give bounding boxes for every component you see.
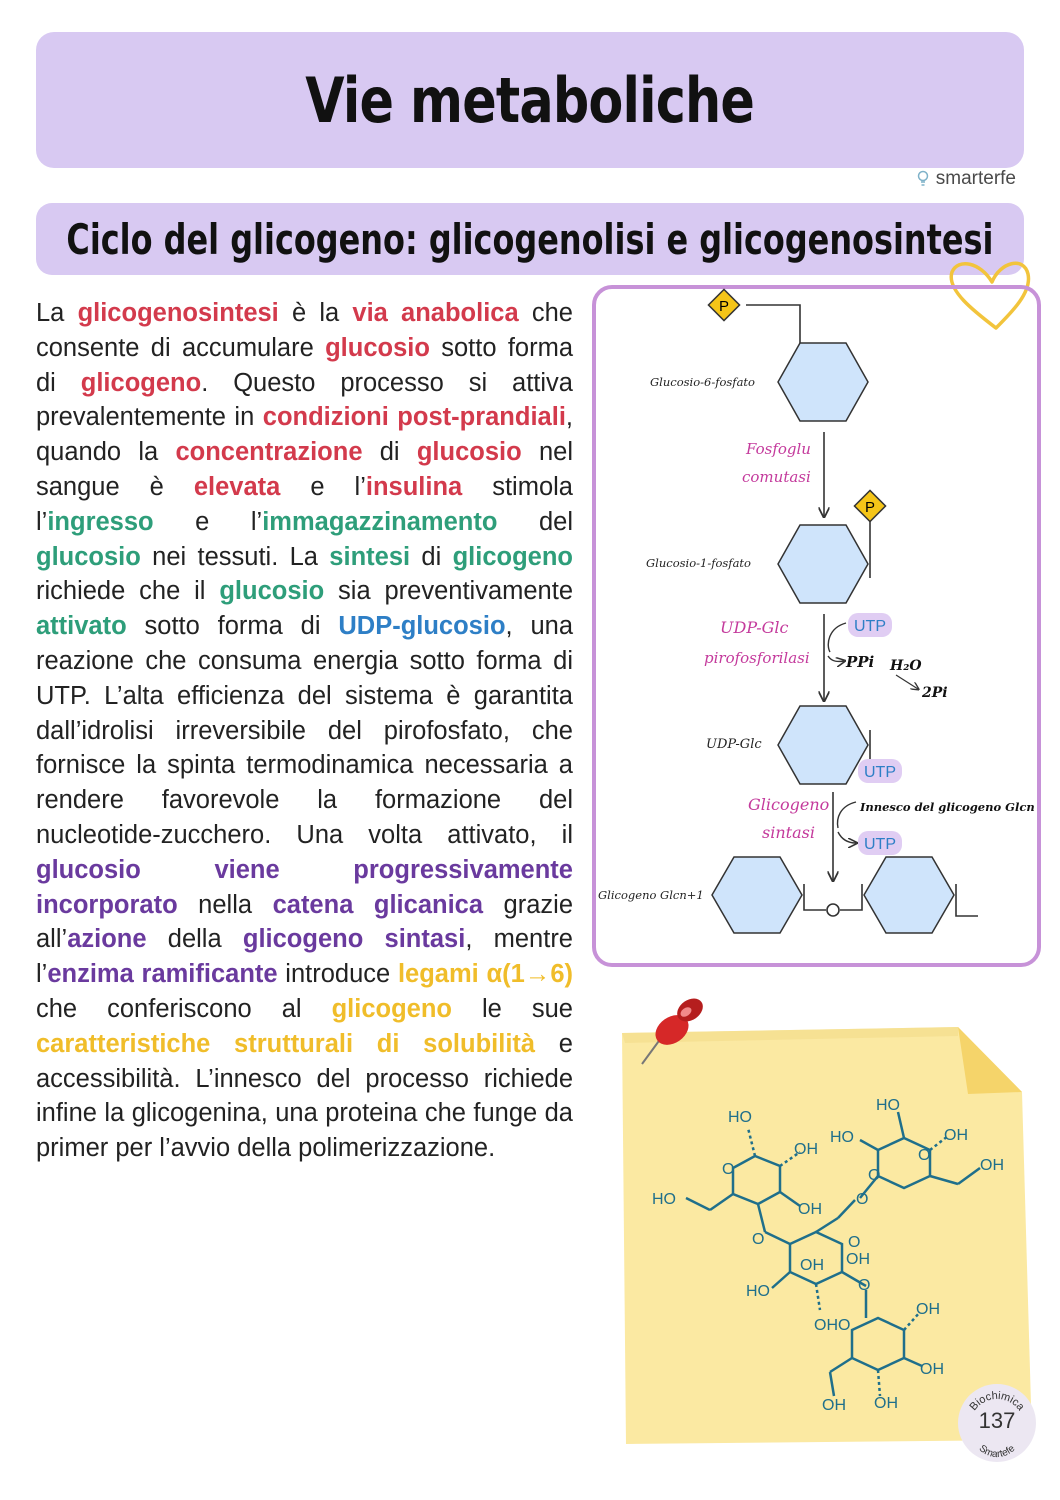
text-run: che consente di accumulare [36,299,573,362]
text-run: . Questo processo si attiva prevalentemente in [36,368,573,432]
text-run: di [362,438,417,467]
molecule-atom-label: OHO [814,1317,851,1334]
highlighted-term: glucosio [219,577,325,606]
molecule-atom-label: HO [728,1109,752,1126]
highlighted-term: condizioni post-prandiali [262,403,566,432]
label-glycogen-primer: Innesco del glicogeno Glcn [860,800,1035,814]
badge-brand: Smartefe [976,1443,1018,1461]
molecule-atom-label: O [722,1161,735,1178]
enzyme-phosphoglucomutase-line1: Fosfoglu [746,440,811,458]
text-run: , quando la [36,403,573,467]
molecule-atom-label: HO [876,1097,900,1114]
enzyme-glycogen-synthase-line2: sintasi [762,823,815,842]
text-run: e accessibilità. L’innesco del processo richiede infine la glicogenina, una proteina che funge da primer per l’avvio della polimerizzazione. [36,1029,573,1163]
badge-subject: Biochimica [967,1389,1027,1413]
text-run: e l’ [280,472,366,501]
text-run: sotto forma di [126,612,339,641]
text-run: grazie all’ [36,890,573,954]
label-udp-glc: UDP-Glc [706,737,762,752]
molecule-atom-label: OH [798,1201,822,1218]
molecule-atom-label: OH [800,1257,824,1274]
molecule-atom-label: O [858,1277,871,1294]
label-glucose-1-phosphate: Glucosio-1-fosfato [646,556,751,570]
molecule-atom-label: O [856,1191,869,1208]
molecule-atom-label: O [918,1147,931,1164]
text-run: del [497,507,573,536]
highlighted-term: UDP-glucosio [338,612,506,641]
svg-text:P: P [864,499,876,516]
molecule-atom-label: OH [794,1141,818,1158]
molecule-atom-label: OH [920,1361,944,1378]
text-run: sotto forma di [36,333,574,397]
enzyme-phosphoglucomutase-line2: comutasi [742,468,811,486]
two-pi-label: 2Pi [922,685,948,701]
highlighted-term: glucosio [325,333,430,362]
enzyme-udp-glc-pyrophosphorylase-line1: UDP-Glc [720,618,789,637]
molecule-atom-label: HO [652,1191,676,1208]
highlighted-term: glucosio [36,542,141,571]
molecule-atom-label: O [752,1231,765,1248]
text-run: e l’ [153,507,263,536]
highlighted-term: ingresso [47,507,154,536]
molecule-atom-label: OH [916,1301,940,1318]
molecule-atom-label: OH [980,1157,1004,1174]
text-run: nella [177,890,273,919]
highlighted-term: elevata [193,472,281,501]
svg-text:UTP: UTP [854,618,886,635]
brand-name: smarterfe [935,168,1016,189]
highlighted-term: via anabolica [352,299,519,327]
molecule-atom-label: OH [874,1395,898,1412]
text-run: sia preventivamente [324,577,574,606]
h2o-label: H₂O [890,658,922,674]
page-number: 137 [978,1408,1016,1433]
highlighted-term: immagazzinamento [262,507,498,536]
molecule-atom-label: O [868,1167,881,1184]
highlighted-term: glicogeno sintasi [242,925,466,954]
page-badge [958,1384,1036,1462]
enzyme-udp-glc-pyrophosphorylase-line2: pirofosforilasi [704,649,810,667]
page-title: Vie metaboliche [305,63,755,137]
text-run: , una reazione che consuma energia sotto forma di UTP. L’alta efficienza del sistema è garantita dall’idrolisi irreversibile del pirofosfato, che fornisce la spinta termodinamica necessaria a rendere favorevole la formazione del nucleotide-zucchero. Una volta attivato, il [36,612,573,849]
text-run: le sue [452,994,573,1023]
molecule-atom-label: OH [944,1127,968,1144]
highlighted-term: legami α(1→6) [397,960,573,989]
molecule-atom-label: OH [846,1251,870,1268]
highlighted-term: glicogeno [331,994,452,1023]
highlighted-term: insulina [365,472,463,501]
svg-text:UTP: UTP [864,764,896,781]
text-run: La [36,299,78,327]
highlighted-term: azione [67,925,147,954]
svg-text:UTP: UTP [864,836,896,853]
molecule-atom-label: HO [746,1283,770,1300]
text-run: di [410,542,453,571]
highlighted-term: glicogeno [452,542,573,571]
highlighted-term: sintesi [329,542,411,571]
section-title: Ciclo del glicogeno: glicogenolisi e glicogenosintesi [66,214,994,264]
text-run: , mentre l’ [36,925,573,989]
label-glucose-6-phosphate: Glucosio-6-fosfato [650,375,755,389]
label-glycogen-n1: Glicogeno Glcn+1 [598,888,704,902]
highlighted-term: caratteristiche strutturali di solubilità [36,1029,536,1058]
molecule-atom-label: OH [822,1397,846,1414]
highlighted-term: glucosio viene progressivamente incorporato [36,855,573,919]
highlighted-term: glucosio [416,438,522,467]
enzyme-glycogen-synthase-line1: Glicogeno [748,795,830,814]
text-run: che conferiscono al [36,994,332,1023]
highlighted-term: catena glicanica [272,890,484,919]
highlighted-term: enzima ramificante [47,960,278,989]
ppi-label: PPi [846,653,875,671]
highlighted-term: glicogeno [80,368,202,397]
highlighted-term: concentrazione [175,438,363,467]
text-run: è la [278,299,353,327]
text-run: introduce [277,960,398,989]
molecule-atom-label: HO [830,1129,854,1146]
text-run: stimola l’ [36,472,573,536]
svg-text:P: P [718,298,730,315]
text-run: nel sangue è [36,438,573,501]
molecule-atom-label: O [848,1234,861,1251]
highlighted-term: attivato [36,612,127,641]
text-run: della [146,925,243,954]
highlighted-term: glicogenosintesi [77,299,279,327]
text-run: nei tessuti. La [140,542,330,571]
text-run: richiede che il [36,577,220,606]
